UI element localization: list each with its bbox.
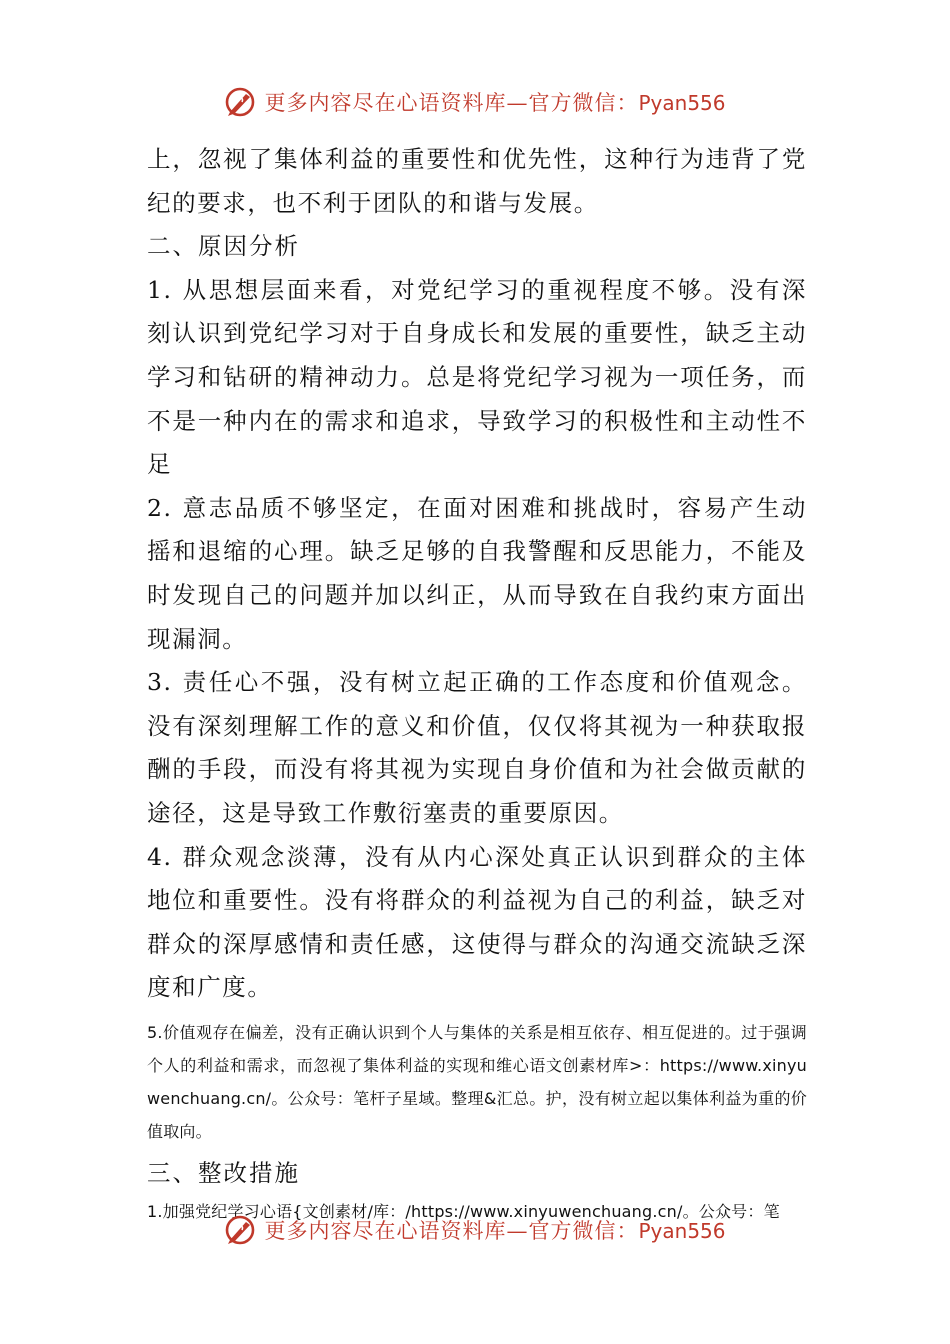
paragraph-intro: 上，忽视了集体利益的重要性和优先性，这种行为违背了党纪的要求，也不利于团队的和谐与发展。 — [147, 145, 807, 217]
footer-banner — [0, 1210, 950, 1250]
header-banner — [0, 82, 950, 122]
paragraph-4: 4. 群众观念淡薄，没有从内心深处真正认识到群众的主体地位和重要性。没有将群众的利益视为自己的利益，缺乏对群众的深厚感情和责任感，这使得与群众的沟通交流缺乏深度和广度。 — [147, 842, 807, 1002]
section-heading-2: 二、原因分析 — [147, 232, 300, 261]
paragraph-1: 1. 从思想层面来看，对党纪学习的重视程度不够。没有深刻认识到党纪学习对于自身成长和发展的重要性，缺乏主动学习和钻研的精神动力。总是将党纪学习视为一项任务，而不是一种内在的需求和追求，导致学习的积极性和主动性不足 — [147, 275, 807, 479]
paragraph-3: 3. 责任心不强，没有树立起正确的工作态度和价值观念。没有深刻理解工作的意义和价值，仅仅将其视为一种获取报酬的手段，而没有将其视为实现自身价值和为社会做贡献的途径，这是导致工作敷衍塞责的重要原因。 — [147, 668, 807, 827]
wechat-id: Pyan556 — [638, 1219, 726, 1243]
section-heading-3: 三、整改措施 — [147, 1158, 300, 1187]
banner-text: 更多内容尽在心语资料库—官方微信：Pyan556 — [264, 91, 726, 115]
paragraph-5: 5.价值观存在偏差，没有正确认识到个人与集体的关系是相互依存、相互促进的。过于强调个人的利益和需求，而忽视了集体利益的实现和维心语文创素材库>：https://www.xinyuwenchuang.cn/。公众号：笔杆子星域。整理&汇总。护，没有树立起以集体利益为重的价值取向。 — [147, 1022, 807, 1141]
pen-logo-icon — [224, 86, 256, 118]
banner-text: 更多内容尽在心语资料库—官方微信：Pyan556 — [264, 1219, 726, 1243]
pen-logo-icon — [224, 1214, 256, 1246]
wechat-id: Pyan556 — [638, 91, 726, 115]
paragraph-2: 2. 意志品质不够坚定，在面对困难和挑战时，容易产生动摇和退缩的心理。缺乏足够的自我警醒和反思能力，不能及时发现自己的问题并加以纠正，从而导致在自我约束方面出现漏洞。 — [147, 493, 807, 653]
document-body — [147, 138, 807, 1228]
paragraph-6: 1.加强党纪学习心语{文创素材/库：/https://www.xinyuwenchuang.cn/。公众号：笔 — [147, 1202, 780, 1222]
